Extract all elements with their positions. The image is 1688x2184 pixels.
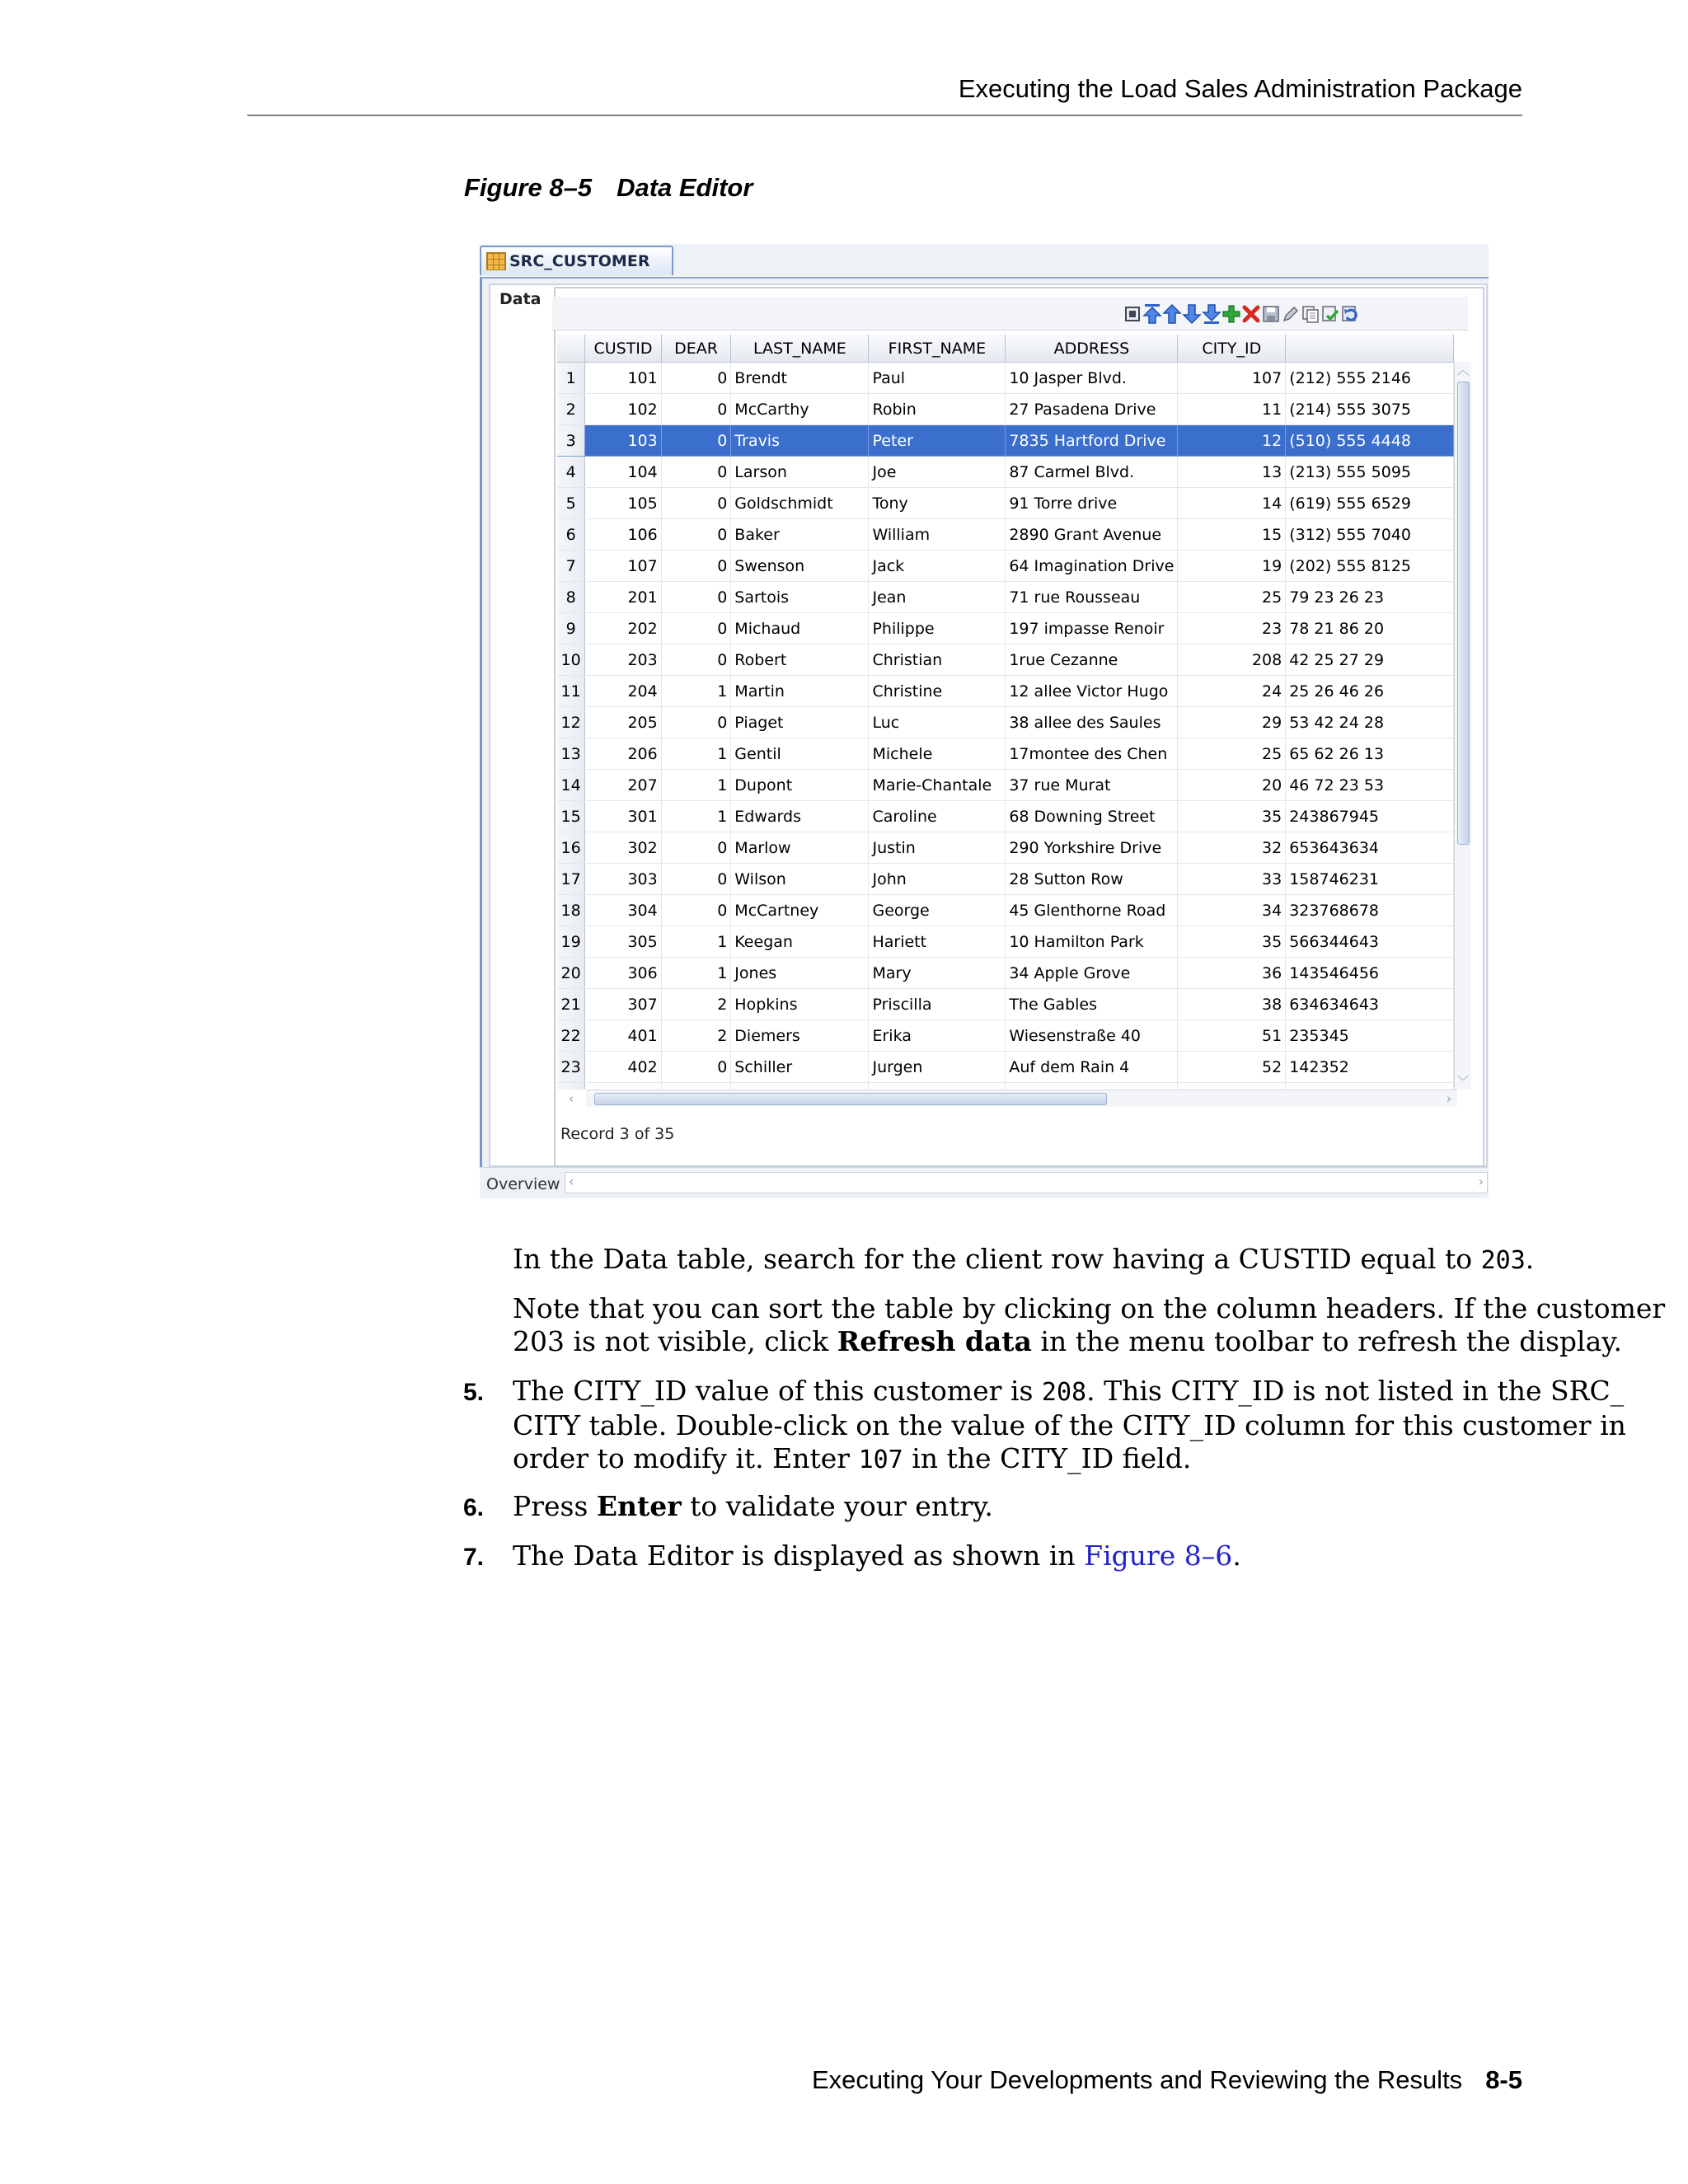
dear-cell[interactable]: 0	[661, 363, 731, 394]
step-7-text	[513, 1540, 1241, 1572]
phone-cell[interactable]: 142352	[1286, 1052, 1454, 1083]
text: .	[1525, 1243, 1535, 1275]
city-id-cell[interactable]: 51	[1178, 1020, 1286, 1052]
phone-cell[interactable]	[1286, 1083, 1454, 1090]
address-cell[interactable]: The Gables	[1006, 989, 1178, 1020]
phone-cell[interactable]: 634634643	[1286, 989, 1454, 1020]
row-number: 5	[557, 488, 585, 519]
table-row[interactable]	[557, 1020, 1454, 1052]
table-row[interactable]	[557, 488, 1454, 519]
dear-cell[interactable]: 0	[661, 488, 731, 519]
custid-cell[interactable]: 302	[585, 832, 661, 864]
step-5-text	[513, 1375, 1626, 1477]
phone-cell[interactable]: 235345	[1286, 1020, 1454, 1052]
column-header-custid[interactable]: CUSTID	[585, 335, 661, 363]
dear-cell[interactable]: 0	[661, 832, 731, 864]
text: . This CITY_ID is not listed in the SRC_	[1086, 1375, 1625, 1407]
first-name-cell[interactable]: Tony	[869, 488, 1006, 519]
row-number: 13	[557, 738, 585, 770]
table-icon	[486, 252, 506, 270]
row-number: 8	[557, 582, 585, 613]
scroll-right-icon[interactable]: ›	[1447, 1091, 1451, 1106]
text-line: CITY table. Double-click on the value of the CITY_ID column for this customer in	[513, 1409, 1626, 1441]
row-number: 15	[557, 801, 585, 832]
text: In the Data table, search for the client row having a CUSTID equal to	[513, 1243, 1481, 1275]
address-cell[interactable]: 34 Apple Grove	[1006, 958, 1178, 989]
table-row[interactable]	[557, 738, 1454, 770]
overview-scroll-left-icon[interactable]: ‹	[569, 1174, 574, 1189]
dear-cell[interactable]: 1	[661, 738, 731, 770]
table-row[interactable]	[557, 644, 1454, 676]
last-name-cell[interactable]: Marlow	[731, 832, 869, 864]
dear-cell[interactable]: 2	[661, 1020, 731, 1052]
table-row[interactable]	[557, 1052, 1454, 1083]
dear-cell[interactable]: 0	[661, 613, 731, 644]
custid-cell[interactable]: 304	[585, 895, 661, 926]
city-id-cell[interactable]: 20	[1178, 770, 1286, 801]
row-number: 11	[557, 676, 585, 707]
last-name-cell[interactable]: Hopkins	[731, 989, 869, 1020]
phone-cell[interactable]: 158746231	[1286, 864, 1454, 895]
column-header-first-name[interactable]: FIRST_NAME	[869, 335, 1006, 363]
phone-cell[interactable]: 243867945	[1286, 801, 1454, 832]
city-id-cell[interactable]: 14	[1178, 488, 1286, 519]
city-id-cell[interactable]: 52	[1178, 1052, 1286, 1083]
custid-cell[interactable]: 402	[585, 1052, 661, 1083]
address-cell[interactable]: 197 impasse Renoir	[1006, 613, 1178, 644]
dear-cell[interactable]: 0	[661, 1052, 731, 1083]
custid-cell[interactable]: 207	[585, 770, 661, 801]
table-row[interactable]	[557, 958, 1454, 989]
text: The Data Editor is displayed as shown in	[513, 1540, 1085, 1572]
first-name-cell[interactable]: Philippe	[869, 613, 1006, 644]
running-footer	[812, 2065, 1522, 2095]
row-number: 18	[557, 895, 585, 926]
column-header-address[interactable]: ADDRESS	[1006, 335, 1178, 363]
phone-cell[interactable]: (312) 555 7040	[1286, 519, 1454, 551]
text: in the menu toolbar to refresh the display.	[1031, 1325, 1623, 1357]
refresh-icon[interactable]	[1338, 302, 1362, 326]
city-id-cell[interactable]: 208	[1178, 644, 1286, 676]
phone-cell[interactable]: 653643634	[1286, 832, 1454, 864]
city-id-cell[interactable]: 34	[1178, 895, 1286, 926]
text: Press	[513, 1490, 597, 1522]
city-id-cell[interactable]: 13	[1178, 457, 1286, 488]
dear-cell[interactable]: 1	[661, 926, 731, 958]
phone-cell[interactable]: 78 21 86 20	[1286, 613, 1454, 644]
code-custid: 203	[1480, 1246, 1526, 1275]
custid-cell[interactable]: 202	[585, 613, 661, 644]
phone-cell[interactable]: 25 26 46 26	[1286, 676, 1454, 707]
enter-key-label: Enter	[596, 1490, 682, 1522]
dear-cell[interactable]: 1	[661, 770, 731, 801]
last-name-cell[interactable]: Brendt	[731, 363, 869, 394]
address-cell[interactable]: 45 Glenthorne Road	[1006, 895, 1178, 926]
phone-cell[interactable]: (202) 555 8125	[1286, 551, 1454, 582]
address-cell[interactable]: 10 Hamilton Park	[1006, 926, 1178, 958]
custid-cell[interactable]: 307	[585, 989, 661, 1020]
header-rule	[247, 115, 1522, 116]
dear-cell[interactable]: 0	[661, 864, 731, 895]
table-row[interactable]	[557, 832, 1454, 864]
table-row[interactable]	[557, 895, 1454, 926]
city-id-cell[interactable]: 32	[1178, 832, 1286, 864]
phone-cell[interactable]: 566344643	[1286, 926, 1454, 958]
row-number: 12	[557, 707, 585, 738]
row-number: 21	[557, 989, 585, 1020]
step-6-text	[513, 1490, 993, 1523]
figure-link[interactable]: Figure 8–6	[1084, 1540, 1233, 1572]
dear-cell[interactable]: 2	[661, 989, 731, 1020]
last-name-cell[interactable]: Piaget	[731, 707, 869, 738]
address-cell[interactable]: 1rue Cezanne	[1006, 644, 1178, 676]
row-number	[557, 1083, 585, 1090]
row-number: 3	[557, 425, 585, 457]
custid-cell[interactable]: 204	[585, 676, 661, 707]
footer-title: Executing Your Developments and Reviewing the Results	[811, 2065, 1463, 2094]
city-id-cell[interactable]: 25	[1178, 582, 1286, 613]
data-editor-window	[480, 244, 1489, 1198]
scroll-up-icon[interactable]: ︿	[1456, 363, 1470, 377]
dear-cell[interactable]: 1	[661, 676, 731, 707]
scroll-down-icon[interactable]: ﹀	[1456, 1074, 1470, 1089]
custid-cell[interactable]: 303	[585, 864, 661, 895]
table-row[interactable]	[557, 457, 1454, 488]
phone-cell[interactable]: (619) 555 6529	[1286, 488, 1454, 519]
table-row[interactable]	[557, 989, 1454, 1020]
first-name-cell[interactable]: Erika	[869, 1020, 1006, 1052]
row-number: 14	[557, 770, 585, 801]
phone-cell[interactable]: 53 42 24 28	[1286, 707, 1454, 738]
last-name-cell[interactable]: Wilson	[731, 864, 869, 895]
city-id-cell[interactable]	[1178, 1083, 1286, 1090]
last-name-cell[interactable]: McCarthy	[731, 394, 869, 425]
text-line	[513, 1325, 1665, 1358]
record-status: Record 3 of 35	[560, 1125, 675, 1143]
first-name-cell[interactable]: John	[869, 864, 1006, 895]
dear-cell[interactable]: 0	[661, 457, 731, 488]
column-header-city-id[interactable]: CITY_ID	[1178, 335, 1286, 363]
table-row[interactable]	[557, 425, 1454, 457]
address-cell[interactable]: 38 allee des Saules	[1006, 707, 1178, 738]
overview-scroll-right-icon[interactable]: ›	[1478, 1174, 1484, 1189]
last-name-cell[interactable]: Edwards	[731, 801, 869, 832]
last-name-cell[interactable]: Sartois	[731, 582, 869, 613]
row-number: 4	[557, 457, 585, 488]
tab-src-customer[interactable]	[480, 246, 673, 275]
address-cell[interactable]: 17montee des Chen	[1006, 738, 1178, 770]
text: order to modify it. Enter	[513, 1442, 859, 1474]
row-number: 2	[557, 394, 585, 425]
last-name-cell[interactable]: Michaud	[731, 613, 869, 644]
first-name-cell[interactable]: Christian	[869, 644, 1006, 676]
dear-cell[interactable]	[661, 1083, 731, 1090]
first-name-cell[interactable]: Michele	[869, 738, 1006, 770]
left-border	[480, 277, 482, 1167]
overview-label: Overview	[486, 1175, 560, 1193]
table-row[interactable]	[557, 582, 1454, 613]
custid-cell[interactable]: 105	[585, 488, 661, 519]
city-id-cell[interactable]: 35	[1178, 801, 1286, 832]
text-line	[513, 1442, 1626, 1477]
vertical-scroll-thumb[interactable]	[1457, 382, 1470, 845]
row-number: 20	[557, 958, 585, 989]
custid-cell[interactable]: 201	[585, 582, 661, 613]
scroll-left-icon[interactable]: ‹	[569, 1091, 574, 1106]
custid-cell[interactable]: 305	[585, 926, 661, 958]
code-city-id: 208	[1041, 1378, 1087, 1407]
first-name-cell[interactable]: Caroline	[869, 801, 1006, 832]
phone-cell[interactable]: 323768678	[1286, 895, 1454, 926]
last-name-cell[interactable]: Gentil	[731, 738, 869, 770]
table-row[interactable]	[557, 707, 1454, 738]
city-id-cell[interactable]: 107	[1178, 363, 1286, 394]
dear-cell[interactable]: 1	[661, 958, 731, 989]
first-name-cell[interactable]: William	[869, 519, 1006, 551]
first-name-cell[interactable]: Robin	[869, 394, 1006, 425]
text: in the CITY_ID field.	[903, 1442, 1192, 1474]
row-number: 23	[557, 1052, 585, 1083]
first-name-cell[interactable]: Paul	[869, 363, 1006, 394]
table-row[interactable]	[557, 676, 1454, 707]
table-row[interactable]	[557, 394, 1454, 425]
address-cell[interactable]: 12 allee Victor Hugo	[1006, 676, 1178, 707]
row-number: 19	[557, 926, 585, 958]
phone-cell[interactable]: 46 72 23 53	[1286, 770, 1454, 801]
overview-scrollbar[interactable]	[565, 1172, 1488, 1193]
last-name-cell[interactable]: Jones	[731, 958, 869, 989]
figure-title: Data Editor	[617, 173, 753, 202]
figure-number: Figure 8–5	[464, 173, 593, 202]
row-number: 17	[557, 864, 585, 895]
custid-cell[interactable]: 401	[585, 1020, 661, 1052]
city-id-cell[interactable]: 35	[1178, 926, 1286, 958]
text-line	[513, 1375, 1626, 1409]
grid-body	[557, 363, 1454, 1090]
city-id-cell[interactable]: 38	[1178, 989, 1286, 1020]
city-id-cell[interactable]: 11	[1178, 394, 1286, 425]
table-row[interactable]	[557, 801, 1454, 832]
code-new-city-id: 107	[858, 1446, 903, 1474]
city-id-cell[interactable]: 23	[1178, 613, 1286, 644]
first-name-cell[interactable]: Christine	[869, 676, 1006, 707]
header-row	[557, 335, 1454, 363]
address-cell[interactable]: 2890 Grant Avenue	[1006, 519, 1178, 551]
custid-cell[interactable]: 203	[585, 644, 661, 676]
dear-cell[interactable]: 1	[661, 801, 731, 832]
phone-cell[interactable]: 42 25 27 29	[1286, 644, 1454, 676]
phone-cell[interactable]: (214) 555 3075	[1286, 394, 1454, 425]
phone-cell[interactable]: 79 23 26 23	[1286, 582, 1454, 613]
row-number: 16	[557, 832, 585, 864]
custid-cell[interactable]: 107	[585, 551, 661, 582]
table-row[interactable]	[557, 519, 1454, 551]
address-cell[interactable]: Auf dem Rain 4	[1006, 1052, 1178, 1083]
address-cell[interactable]: 27 Pasadena Drive	[1006, 394, 1178, 425]
city-id-cell[interactable]: 12	[1178, 425, 1286, 457]
phone-cell[interactable]: (510) 555 4448	[1286, 425, 1454, 457]
first-name-cell[interactable]: Mary	[869, 958, 1006, 989]
city-id-cell[interactable]: 24	[1178, 676, 1286, 707]
city-id-cell[interactable]: 33	[1178, 864, 1286, 895]
refresh-data-label: Refresh data	[837, 1325, 1032, 1357]
row-number: 1	[557, 363, 585, 394]
first-name-cell[interactable]: Hariett	[869, 926, 1006, 958]
dear-cell[interactable]: 0	[661, 895, 731, 926]
column-header-last-name[interactable]: LAST_NAME	[731, 335, 869, 363]
address-cell[interactable]: 290 Yorkshire Drive	[1006, 832, 1178, 864]
address-cell[interactable]: 64 Imagination Drive	[1006, 551, 1178, 582]
last-name-cell[interactable]	[731, 1083, 869, 1090]
last-name-cell[interactable]: Robert	[731, 644, 869, 676]
text-line: Note that you can sort the table by clicking on the column headers. If the customer	[513, 1292, 1666, 1324]
dear-cell[interactable]: 0	[661, 551, 731, 582]
first-name-cell[interactable]	[869, 1083, 1006, 1090]
custid-cell[interactable]: 106	[585, 519, 661, 551]
dear-cell[interactable]: 0	[661, 394, 731, 425]
phone-cell[interactable]: 143546456	[1286, 958, 1454, 989]
step-number: 6.	[463, 1494, 485, 1521]
first-name-cell[interactable]: Priscilla	[869, 989, 1006, 1020]
address-cell[interactable]: 28 Sutton Row	[1006, 864, 1178, 895]
address-cell[interactable]: 7835 Hartford Drive	[1006, 425, 1178, 457]
last-name-cell[interactable]: Swenson	[731, 551, 869, 582]
city-id-cell[interactable]: 25	[1178, 738, 1286, 770]
city-id-cell[interactable]: 36	[1178, 958, 1286, 989]
custid-cell[interactable]	[585, 1083, 661, 1090]
address-cell[interactable]: 91 Torre drive	[1006, 488, 1178, 519]
first-name-cell[interactable]: Jack	[869, 551, 1006, 582]
last-name-cell[interactable]: Diemers	[731, 1020, 869, 1052]
address-cell[interactable]: Wiesenstraße 40	[1006, 1020, 1178, 1052]
custid-cell[interactable]: 102	[585, 394, 661, 425]
address-cell[interactable]: 37 rue Murat	[1006, 770, 1178, 801]
editor-tab-strip	[480, 244, 1489, 279]
phone-cell[interactable]: (213) 555 5095	[1286, 457, 1454, 488]
address-cell[interactable]	[1006, 1083, 1178, 1090]
address-cell[interactable]: 87 Carmel Blvd.	[1006, 457, 1178, 488]
custid-cell[interactable]: 301	[585, 801, 661, 832]
first-name-cell[interactable]: Peter	[869, 425, 1006, 457]
step-number: 5.	[463, 1379, 485, 1406]
custid-cell[interactable]: 104	[585, 457, 661, 488]
dear-cell[interactable]: 0	[661, 644, 731, 676]
row-number: 10	[557, 644, 585, 676]
page-number: 8-5	[1485, 2065, 1522, 2094]
running-header: Executing the Load Sales Administration Package	[958, 74, 1522, 103]
text: to validate your entry.	[681, 1490, 993, 1522]
table-row[interactable]	[557, 363, 1454, 394]
table-row[interactable]	[557, 926, 1454, 958]
table-row[interactable]	[557, 770, 1454, 801]
row-number: 9	[557, 613, 585, 644]
paragraph-search	[513, 1243, 1534, 1277]
text: The CITY_ID value of this customer is	[513, 1375, 1042, 1407]
address-cell[interactable]: 71 rue Rousseau	[1006, 582, 1178, 613]
last-name-cell[interactable]: Keegan	[731, 926, 869, 958]
last-name-cell[interactable]: Baker	[731, 519, 869, 551]
column-header-phone[interactable]	[1286, 335, 1454, 363]
dear-cell[interactable]: 0	[661, 425, 731, 457]
horizontal-scrollbar[interactable]	[569, 1090, 1457, 1107]
custid-cell[interactable]: 306	[585, 958, 661, 989]
corner-header	[557, 335, 585, 363]
step-number: 7.	[463, 1544, 485, 1571]
custid-cell[interactable]: 103	[585, 425, 661, 457]
first-name-cell[interactable]: Jurgen	[869, 1052, 1006, 1083]
first-name-cell[interactable]: Luc	[869, 707, 1006, 738]
horizontal-scroll-thumb[interactable]	[594, 1093, 1107, 1105]
row-number: 22	[557, 1020, 585, 1052]
last-name-cell[interactable]: Larson	[731, 457, 869, 488]
address-cell[interactable]: 10 Jasper Blvd.	[1006, 363, 1178, 394]
address-cell[interactable]: 68 Downing Street	[1006, 801, 1178, 832]
last-name-cell[interactable]: Goldschmidt	[731, 488, 869, 519]
phone-cell[interactable]: 65 62 26 13	[1286, 738, 1454, 770]
row-number: 6	[557, 519, 585, 551]
first-name-cell[interactable]: Jean	[869, 582, 1006, 613]
city-id-cell[interactable]: 19	[1178, 551, 1286, 582]
table-row[interactable]	[557, 864, 1454, 895]
dear-cell[interactable]: 0	[661, 582, 731, 613]
dear-cell[interactable]: 0	[661, 519, 731, 551]
data-section-label: Data	[499, 290, 542, 308]
text: .	[1232, 1540, 1241, 1572]
last-name-cell[interactable]: Dupont	[731, 770, 869, 801]
phone-cell[interactable]: (212) 555 2146	[1286, 363, 1454, 394]
table-row[interactable]	[557, 613, 1454, 644]
last-name-cell[interactable]: Martin	[731, 676, 869, 707]
data-grid	[557, 335, 1454, 1090]
last-name-cell[interactable]: Travis	[731, 425, 869, 457]
last-name-cell[interactable]: McCartney	[731, 895, 869, 926]
figure-caption	[464, 173, 753, 203]
first-name-cell[interactable]: Joe	[869, 457, 1006, 488]
custid-cell[interactable]: 101	[585, 363, 661, 394]
city-id-cell[interactable]: 29	[1178, 707, 1286, 738]
table-row[interactable]	[557, 551, 1454, 582]
dear-cell[interactable]: 0	[661, 707, 731, 738]
column-header-dear[interactable]: DEAR	[661, 335, 731, 363]
text: 203 is not visible, click	[513, 1325, 837, 1357]
vertical-scrollbar[interactable]	[1454, 362, 1471, 1090]
city-id-cell[interactable]: 15	[1178, 519, 1286, 551]
custid-cell[interactable]: 206	[585, 738, 661, 770]
last-name-cell[interactable]: Schiller	[731, 1052, 869, 1083]
custid-cell[interactable]: 205	[585, 707, 661, 738]
first-name-cell[interactable]: Justin	[869, 832, 1006, 864]
data-table	[557, 335, 1454, 1090]
row-number: 7	[557, 551, 585, 582]
first-name-cell[interactable]: George	[869, 895, 1006, 926]
data-toolbar	[552, 297, 1468, 330]
paragraph-sort-note	[513, 1292, 1665, 1358]
table-row[interactable]	[557, 1083, 1454, 1090]
tab-label: SRC_CUSTOMER	[509, 252, 650, 270]
first-name-cell[interactable]: Marie-Chantale	[869, 770, 1006, 801]
